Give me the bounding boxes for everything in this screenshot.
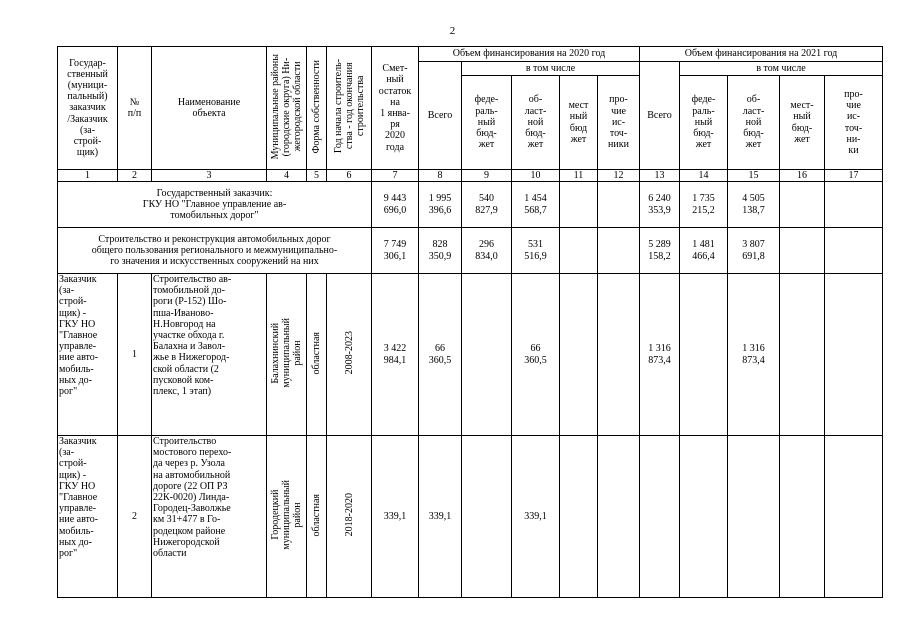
cell-other-2021 — [825, 436, 883, 598]
cell-regional-2020: 339,1 — [512, 436, 560, 598]
cell-estimate: 3 422 984,1 — [372, 274, 419, 436]
cell-regional-2021: 1 316 873,4 — [728, 274, 780, 436]
object-row-1 — [58, 274, 883, 436]
col-num: 2 — [118, 170, 152, 182]
header-districts: Муниципальные районы (городские округа) Ни- жегородской области — [267, 47, 307, 170]
cell-regional-2021: 3 807 691,8 — [728, 228, 780, 274]
cell-district: Городецкий муниципальный район — [267, 436, 307, 598]
col-num: 1 — [58, 170, 118, 182]
header-funding-2021: Объем финансирования на 2021 год — [640, 47, 883, 62]
cell-federal-2020 — [462, 436, 512, 598]
cell-other-2020 — [598, 228, 640, 274]
col-num: 11 — [560, 170, 598, 182]
header-customer: Государ- ственный (муници- пальный) заказчик /Заказчик (за- строй- щик) — [58, 47, 118, 170]
cell-regional-2020: 531 516,9 — [512, 228, 560, 274]
col-num: 9 — [462, 170, 512, 182]
cell-local-2020 — [560, 436, 598, 598]
col-num: 13 — [640, 170, 680, 182]
col-num: 6 — [327, 170, 372, 182]
cell-total-2020: 66 360,5 — [419, 274, 462, 436]
cell-local-2021 — [780, 274, 825, 436]
cell-total-2020: 828 350,9 — [419, 228, 462, 274]
cell-estimate: 339,1 — [372, 436, 419, 598]
header-other-2020: про- чие ис- точ- ники — [598, 76, 640, 170]
cell-num: 1 — [118, 274, 152, 436]
cell-customer: Заказчик (за- строй- щик) - ГКУ НО "Главное управле- ние авто- мобиль- ных до- рог" — [58, 436, 118, 598]
cell-years: 2008-2023 — [327, 274, 372, 436]
header-including-2021: в том числе — [680, 62, 883, 76]
header-federal-2020: феде- раль- ный бюд- жет — [462, 76, 512, 170]
header-total-2020: Всего — [419, 62, 462, 170]
cell-local-2021 — [780, 436, 825, 598]
cell-estimate: 7 749 306,1 — [372, 228, 419, 274]
col-num: 3 — [152, 170, 267, 182]
cell-federal-2020: 540 827,9 — [462, 182, 512, 228]
summary-row-section — [58, 228, 883, 274]
cell-local-2020 — [560, 228, 598, 274]
cell-object-name: Строительство ав- томобильной до- роги (Р-152) Шо- пша-Иваново- Н.Новгород на участке обхода г. Балахна и Завол- жье в Нижегород- ской области (2 пусковой ком- плекс, 1 этап) — [152, 274, 267, 436]
col-num: 4 — [267, 170, 307, 182]
header-num: № п/п — [118, 47, 152, 170]
cell-regional-2020: 66 360,5 — [512, 274, 560, 436]
cell-total-2021: 5 289 158,2 — [640, 228, 680, 274]
cell-object-name: Строительство мостового перехо- да через р. Узола на автомобильной дороге (22 ОП РЗ 22К-0020) Линда- Городец-Заволжье км 31+477 в Го- родецком районе Нижегородской области — [152, 436, 267, 598]
cell-regional-2020: 1 454 568,7 — [512, 182, 560, 228]
header-other-2021: про- чие ис- точ- ни- ки — [825, 76, 883, 170]
header-including-2020: в том числе — [462, 62, 640, 76]
col-num: 8 — [419, 170, 462, 182]
cell-other-2021 — [825, 228, 883, 274]
cell-total-2020: 1 995 396,6 — [419, 182, 462, 228]
summary-label: Государственный заказчик: ГКУ НО "Главное управление ав- томобильных дорог" — [58, 182, 372, 228]
column-number-row — [58, 170, 883, 182]
header-local-2020: мест ный бюд жет — [560, 76, 598, 170]
header-total-2021: Всего — [640, 62, 680, 170]
cell-total-2021 — [640, 436, 680, 598]
header-regional-2021: об- ласт- ной бюд- жет — [728, 76, 780, 170]
page-number: 2 — [449, 25, 456, 37]
cell-federal-2020 — [462, 274, 512, 436]
cell-total-2021: 1 316 873,4 — [640, 274, 680, 436]
header-object-name: Наименование объекта — [152, 47, 267, 170]
col-num: 5 — [307, 170, 327, 182]
cell-total-2020: 339,1 — [419, 436, 462, 598]
cell-other-2020 — [598, 274, 640, 436]
cell-regional-2021 — [728, 436, 780, 598]
col-num: 16 — [780, 170, 825, 182]
header-ownership: Форма собственности — [307, 47, 327, 170]
cell-local-2020 — [560, 182, 598, 228]
cell-district: Балахнинский муниципальный район — [267, 274, 307, 436]
summary-row-customer — [58, 182, 883, 228]
cell-ownership: областная — [307, 436, 327, 598]
cell-local-2021 — [780, 182, 825, 228]
cell-federal-2021 — [680, 436, 728, 598]
cell-other-2020 — [598, 182, 640, 228]
col-num: 17 — [825, 170, 883, 182]
investment-table — [57, 46, 883, 598]
col-num: 10 — [512, 170, 560, 182]
cell-ownership: областная — [307, 274, 327, 436]
cell-total-2021: 6 240 353,9 — [640, 182, 680, 228]
header-funding-2020: Объем финансирования на 2020 год — [419, 47, 640, 62]
cell-num: 2 — [118, 436, 152, 598]
cell-federal-2021: 1 735 215,2 — [680, 182, 728, 228]
cell-federal-2021: 1 481 466,4 — [680, 228, 728, 274]
header-years: Год начала строитель- ства - год окончания строительства — [327, 47, 372, 170]
col-num: 14 — [680, 170, 728, 182]
cell-local-2021 — [780, 228, 825, 274]
header-regional-2020: об- ласт- ной бюд- жет — [512, 76, 560, 170]
header-local-2021: мест- ный бюд- жет — [780, 76, 825, 170]
cell-other-2020 — [598, 436, 640, 598]
cell-years: 2018-2020 — [327, 436, 372, 598]
cell-other-2021 — [825, 274, 883, 436]
cell-regional-2021: 4 505 138,7 — [728, 182, 780, 228]
col-num: 15 — [728, 170, 780, 182]
cell-federal-2020: 296 834,0 — [462, 228, 512, 274]
col-num: 12 — [598, 170, 640, 182]
cell-estimate: 9 443 696,0 — [372, 182, 419, 228]
cell-federal-2021 — [680, 274, 728, 436]
header-estimate: Смет- ный остаток на 1 янва- ря 2020 года — [372, 47, 419, 170]
summary-label: Строительство и реконструкция автомобильных дорог общего пользования регионального и межмуниципально- го значения и искусственных сооружений на них — [58, 228, 372, 274]
header-federal-2021: феде- раль- ный бюд- жет — [680, 76, 728, 170]
col-num: 7 — [372, 170, 419, 182]
cell-local-2020 — [560, 274, 598, 436]
object-row-2 — [58, 436, 883, 598]
cell-other-2021 — [825, 182, 883, 228]
cell-customer: Заказчик (за- строй- щик) - ГКУ НО "Главное управле- ние авто- мобиль- ных до- рог" — [58, 274, 118, 436]
